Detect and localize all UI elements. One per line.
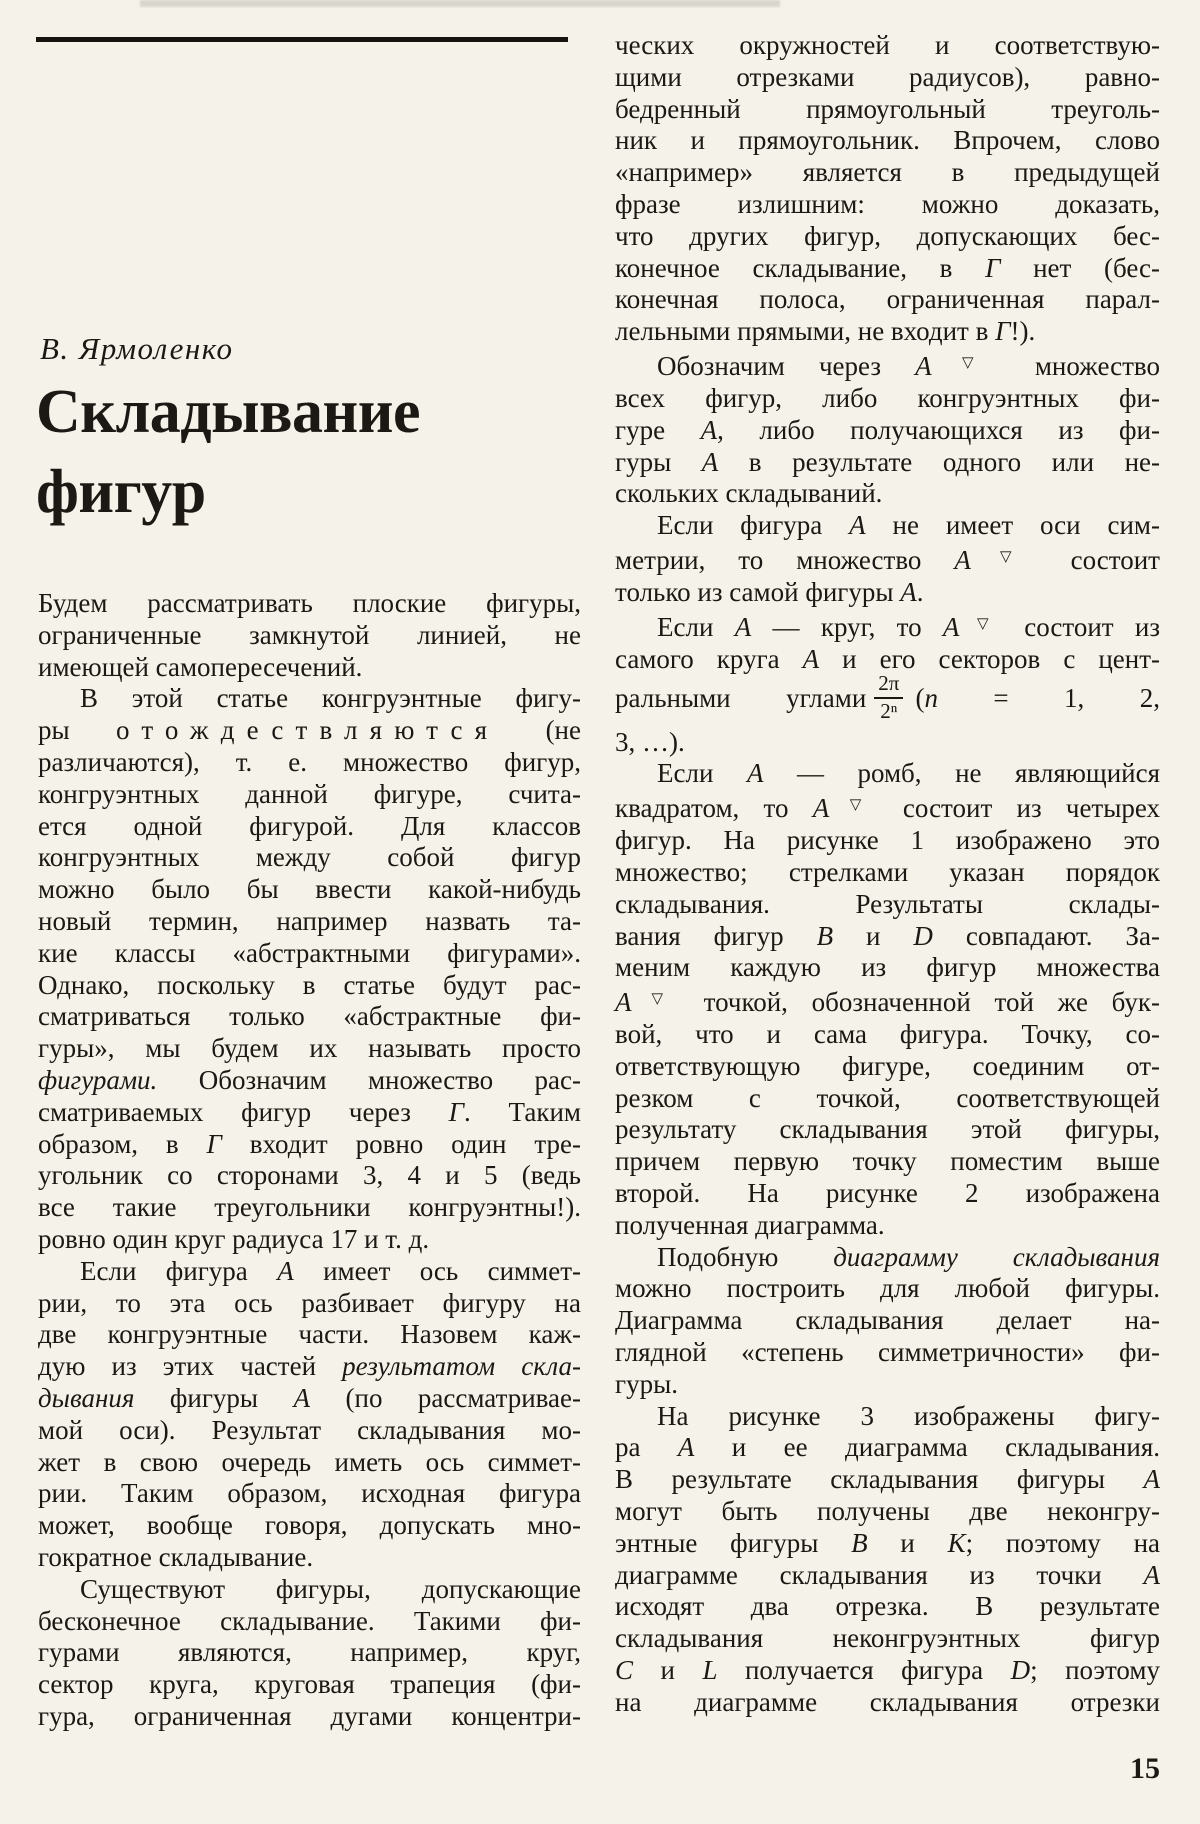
text-segment: гурами являются, например, круг, [38,1637,581,1668]
text-segment: A [954,545,971,576]
text-segment: фразе излишним: можно доказать, [615,188,1160,219]
text-segment: отождествляются [116,715,500,746]
text-segment: вания фигур [615,920,817,951]
text-line [615,758,1160,790]
top-rule [36,37,568,42]
text-segment: В этой статье конгруэнтные фигу- [80,683,581,714]
text-segment: A [915,351,932,382]
text-line [615,790,1160,825]
text-segment: гура, ограниченная дугами концентри- [38,1700,581,1731]
nabla-superscript: ▽ [934,354,1001,371]
text-segment: и [833,920,914,951]
text-segment: только из самой фигуры [615,576,901,607]
text-segment: состоит [1037,545,1160,576]
text-segment: бедренный прямоугольный треуголь- [615,93,1160,124]
text-segment: A [701,446,719,477]
text-segment: фигур. На рисунке 1 изображено это [615,825,1160,856]
text-segment: — ромб, не являющийся [763,758,1160,789]
left-column [38,588,581,1733]
text-segment: ческих окружностей и соответствую- [615,30,1160,60]
text-segment: результатом скла- [342,1351,582,1382]
text-segment: метрии, то множество [615,545,955,576]
text-segment: складывания. Результаты склады- [615,888,1160,919]
article-title-line1: Складывание [36,378,420,446]
text-segment: ется одной фигурой. Для классов [38,810,581,841]
text-line [615,542,1160,577]
text-line [38,1319,581,1351]
text-line [615,1337,1160,1369]
text-segment: конгруэнтных между собой фигур [38,842,581,873]
text-line [38,1606,581,1638]
text-segment: резком с точкой, соответствующей [615,1082,1160,1113]
text-line [615,1210,1160,1242]
text-line [615,889,1160,921]
text-segment: и [867,1527,948,1558]
text-line [38,1351,581,1383]
text-segment: множество [1000,351,1160,382]
text-segment: самого круга [615,643,803,674]
text-line [38,1637,581,1669]
text-line [615,857,1160,889]
text-line [38,1478,581,1510]
text-segment: совпадают. За- [932,920,1160,951]
text-line [615,30,1160,62]
text-segment: D [913,920,933,951]
text-line [38,1542,581,1574]
text-line [615,125,1160,157]
text-line [615,157,1160,189]
text-line [38,1447,581,1479]
text-segment: новый термин, например назвать та- [38,905,581,936]
text-segment: скольких складываний. [615,478,883,509]
text-line [615,478,1160,510]
text-segment: A [812,793,830,824]
text-segment: вой, что и сама фигура. Точку, со- [615,1019,1160,1050]
text-segment: ник и прямоугольник. Впрочем, слово [615,125,1160,156]
text-segment: квадратом, то [615,793,813,824]
text-line [615,510,1160,542]
text-line [615,284,1160,316]
text-line [38,1383,581,1415]
text-line [615,1146,1160,1178]
text-segment: Будем рассматривать плоские фигуры, [38,588,581,618]
text-segment: A [746,758,764,789]
text-segment: Если [657,611,735,642]
nabla-superscript: ▽ [962,615,1003,632]
text-line [38,1129,581,1161]
text-segment: образом, в [38,1128,207,1159]
text-segment: получается фигура [717,1654,1011,1685]
text-line [38,620,581,652]
text-segment: Подобную [657,1241,834,1272]
text-line [615,727,1160,759]
text-segment: Г [985,252,1001,283]
text-line [615,1591,1160,1623]
text-line [615,1401,1160,1433]
text-line [615,1273,1160,1305]
text-segment: фигуры [134,1382,294,1413]
text-line [615,1432,1160,1464]
text-segment: и [633,1654,703,1685]
text-line [615,1305,1160,1337]
text-line [38,1192,581,1224]
text-segment: ры [38,715,117,746]
text-segment: рии. Таким образом, исходная фигура [38,1478,581,1509]
text-segment: в результате одного или не- [718,446,1160,477]
text-segment: Если фигура [657,510,850,541]
text-segment: угольник со сторонами 3, 4 и 5 (ведь [38,1160,581,1191]
text-line [615,952,1160,984]
text-line [615,1019,1160,1051]
text-segment: K [947,1527,966,1558]
text-segment: A [293,1382,311,1413]
page-number: 15 [1130,1752,1160,1785]
text-segment: ; поэтому на [965,1527,1160,1558]
text-line [615,447,1160,479]
text-segment: B [816,920,834,951]
text-segment: Обозначим множество рас- [157,1064,581,1095]
text-segment: мой оси). Результат складывания мо- [38,1414,581,1445]
text-line [38,1097,581,1129]
text-segment: (по рассматривае- [310,1382,581,1413]
text-segment: имеет ось симмет- [293,1255,582,1286]
text-segment: Г [995,316,1011,347]
text-segment: . Таким [464,1096,581,1127]
text-segment: складывания неконгруэнтных фигур [615,1623,1160,1654]
article-author: В. Ярмоленко [40,331,234,366]
text-line [38,1510,581,1542]
text-line [38,938,581,970]
text-line [615,1369,1160,1401]
text-line [615,189,1160,221]
text-line [38,1256,581,1288]
text-segment: D [1010,1654,1031,1685]
text-line [38,1669,581,1701]
text-segment: , либо получающихся из фи- [717,414,1160,445]
text-segment: На рисунке 3 изображены фигу- [657,1400,1160,1431]
text-line [38,1224,581,1256]
text-segment: что других фигур, допускающих бес- [615,220,1160,251]
text-segment: . [916,576,924,607]
text-segment: точкой, обозначенной той же бук- [679,987,1160,1018]
text-line [615,825,1160,857]
right-column [615,30,1160,1719]
text-segment: две конгруэнтные части. Назовем каж- [38,1319,581,1350]
text-segment: — круг, то [751,611,943,642]
text-line [38,652,581,684]
text-segment: C [615,1654,634,1685]
text-line [615,62,1160,94]
text-segment: ра [615,1432,678,1463]
text-segment: не имеет оси сим- [865,510,1160,541]
text-segment: гократное складывание. [38,1541,314,1572]
text-line [615,1242,1160,1274]
text-segment: A [677,1432,695,1463]
text-line [38,842,581,874]
text-segment: состоит из [1002,611,1161,642]
text-line [615,1051,1160,1083]
text-line [615,1083,1160,1115]
text-line [615,1114,1160,1146]
text-line [615,1655,1160,1687]
text-line [38,588,581,620]
text-segment: диаграмме складывания из точки [615,1559,1144,1590]
text-segment: ограниченные замкнутой линией, не [38,619,581,650]
nabla-superscript: ▽ [634,991,680,1008]
text-segment: гуры [615,446,702,477]
text-segment: n [924,683,938,714]
text-line [38,1701,581,1733]
text-segment: A [1143,1559,1160,1590]
text-line [38,1160,581,1192]
text-line [615,1496,1160,1528]
text-line [615,1464,1160,1496]
text-segment: все такие треугольники конгруэнтны!). [38,1192,581,1223]
text-segment: может, вообще говоря, допускать мно- [38,1510,581,1541]
text-segment: бесконечное складывание. Такими фи- [38,1605,581,1636]
text-segment: исходят два отрезка. В результате [615,1591,1160,1622]
nabla-superscript: ▽ [832,797,879,814]
text-line [615,671,1160,726]
text-segment: могут быть получены две неконгру- [615,1496,1160,1526]
text-segment: второй. На рисунке 2 изображена [615,1178,1160,1209]
text-segment: рии, то эта ось разбивает фигуру на [38,1287,581,1318]
text-segment: меним каждую из фигур множества [615,952,1160,983]
text-segment: A [615,987,632,1018]
text-segment: ответствующую фигуре, соединим от- [615,1050,1160,1081]
text-segment: B [851,1527,868,1558]
text-line [615,609,1160,644]
text-segment: гуре [615,414,701,445]
nabla-superscript: ▽ [973,548,1038,565]
text-segment: L [702,1654,718,1685]
text-segment: дую из этих частей [38,1351,343,1382]
text-segment: «например» является в предыдущей [615,157,1160,188]
text-segment: гуры», мы будем их называть просто [38,1033,581,1064]
text-segment: конечное складывание, в [615,252,986,283]
text-segment: всех фигур, либо конгруэнтных фи- [615,382,1160,413]
text-line [38,1288,581,1320]
text-segment: Г [448,1096,465,1127]
text-segment: Г [206,1128,222,1159]
text-segment: дывания [38,1382,135,1413]
text-segment: причем первую точку поместим выше [615,1146,1160,1177]
text-segment: конгруэнтных данной фигуре, счита- [38,778,581,809]
text-segment: Если [657,758,747,789]
text-segment: A [802,643,820,674]
text-segment: Однако, поскольку в статье будут рас- [38,969,581,1000]
text-segment: щими отрезками радиусов), равно- [615,61,1160,92]
text-line [615,1528,1160,1560]
text-segment: сматриваемых фигур через [38,1096,449,1127]
text-line [615,921,1160,953]
text-segment: и ее диаграмма складывания. [694,1432,1161,1463]
text-segment: Обозначим через [657,351,916,382]
text-line [615,348,1160,383]
text-line [615,316,1160,348]
text-segment: A [942,611,960,642]
text-line [38,747,581,779]
text-line [615,1687,1160,1719]
text-segment: гуры. [615,1368,678,1399]
text-line [615,221,1160,253]
text-segment: множество; стрелками указан порядок [615,856,1160,887]
text-segment: сектор круга, круговая трапеция (фи- [38,1669,581,1700]
text-line [615,984,1160,1019]
text-segment: ; поэтому [1030,1654,1160,1685]
text-segment: на диаграмме складывания отрезки [615,1686,1160,1717]
text-line [38,1415,581,1447]
text-segment: A [700,414,718,445]
text-line [38,970,581,1002]
text-segment: = 1, 2, [937,683,1160,714]
text-segment: входит ровно один тре- [221,1128,581,1159]
text-segment: конечная полоса, ограниченная парал- [615,284,1160,315]
text-line [615,1178,1160,1210]
text-segment: (не [499,715,581,746]
text-line [615,1560,1160,1592]
text-segment: полученная диаграмма. [615,1209,885,1240]
text-segment: В результате складывания фигуры [615,1464,1144,1495]
text-segment: Диаграмма складывания делает на- [615,1305,1160,1336]
text-segment: глядной «степень симметричности» фи- [615,1337,1160,1368]
text-line [38,906,581,938]
text-line [38,811,581,843]
text-line [38,1001,581,1033]
text-segment: лельными прямыми, не входит в [615,316,996,347]
text-segment: фигурами. [38,1064,158,1095]
text-segment: ровно один круг радиуса 17 и т. д. [38,1223,430,1254]
article-title-line2: фигур [36,458,206,526]
text-line [615,94,1160,126]
text-segment: A [849,510,866,541]
text-line [38,779,581,811]
text-line [38,1065,581,1097]
text-segment: нет (бес- [1000,252,1160,283]
text-segment: состоит из четырех [878,793,1160,824]
text-segment: диаграмму складывания [833,1241,1160,1272]
text-segment: различаются), т. е. множество фигур, [38,746,581,777]
text-line [38,715,581,747]
text-segment: A [900,576,917,607]
text-segment: Существуют фигуры, допускающие [80,1573,581,1604]
text-segment: 3, …). [615,726,685,757]
text-segment: A [1143,1464,1160,1495]
text-segment: кие классы «абстрактными фигурами». [38,937,581,968]
text-segment: A [277,1255,294,1286]
text-segment: A [734,611,752,642]
text-line [615,1623,1160,1655]
text-segment: энтные фигуры [615,1527,852,1558]
text-line [615,383,1160,415]
text-line [38,1033,581,1065]
text-segment: можно построить для любой фигуры. [615,1273,1160,1304]
text-line [38,683,581,715]
text-line [615,253,1160,285]
text-line [38,1574,581,1606]
text-line [615,415,1160,447]
fraction: $\frac{2\pi}{\text{2ⁿ}}$ [874,672,903,723]
article-title [36,372,420,532]
text-segment: ( [915,683,925,714]
text-segment: результату складывания этой фигуры, [615,1114,1160,1145]
text-segment: жет в свою очередь иметь ось симмет- [38,1446,581,1477]
text-segment: имеющей самопересечений. [38,651,363,682]
text-segment: и его секторов с цент- [819,643,1160,674]
text-segment: !). [1010,316,1036,347]
text-segment: можно было бы ввести какой-нибудь [38,874,581,905]
text-segment: сматриваться только «абстрактные фи- [38,1001,581,1032]
text-line [38,874,581,906]
text-line [615,577,1160,609]
text-segment: ральными углами [615,683,867,714]
text-segment: Если фигура [80,1255,278,1286]
